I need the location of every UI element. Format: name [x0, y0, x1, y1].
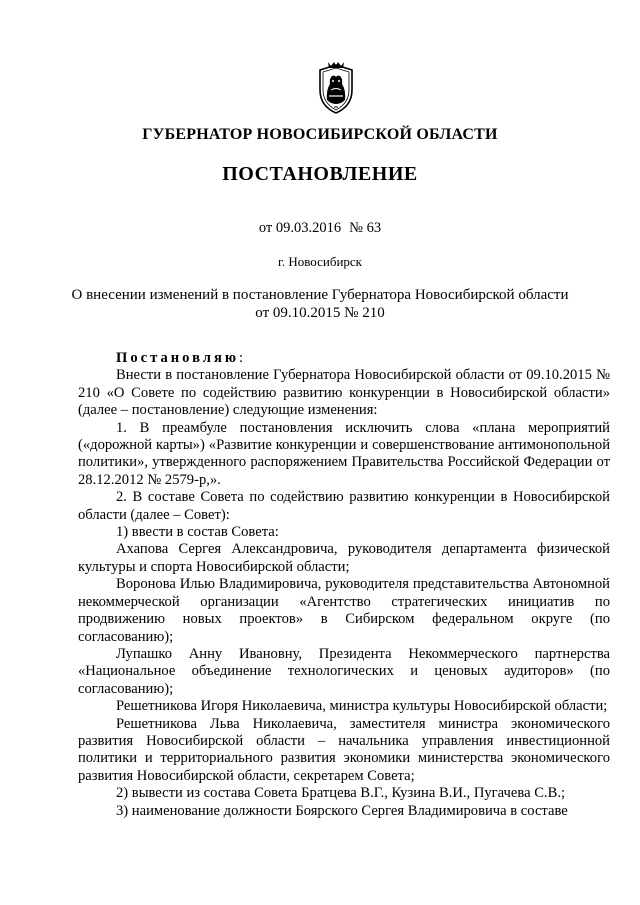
subject-line-1: О внесении изменений в постановление Губернатора Новосибирской области [71, 287, 569, 303]
body-paragraph: 2) вывести из состава Совета Братцева В.Г., Кузина В.И., Пугачева С.В.; [116, 785, 566, 802]
resolve-colon: : [239, 350, 244, 366]
body-paragraph: Внести в постановление Губернатора Новосибирской области от 09.10.2015 № 210 «О Совете по содействию развитию конкуренции в Новосибирской области» (далее – постановление) следующие изменения: [78, 367, 610, 419]
document-type-heading: ПОСТАНОВЛЕНИЕ [222, 163, 418, 185]
document-city: г. Новосибирск [277, 254, 362, 269]
document-number: № 63 [349, 220, 382, 236]
body-paragraph: Решетникова Льва Николаевича, заместителя министра экономического развития Новосибирской области – начальника управления инвестиционной политики и территориального развития экономики министерства экономического развития Новосибирской области, секретарем Совета; [78, 715, 610, 784]
body-paragraph: Воронова Илью Владимировича, руководителя представительства Автономной некоммерческой организации «Агентство стратегических инициатив по продвижению новых проектов» в Сибирском федеральном округе (по согласованию); [78, 576, 610, 645]
body-paragraph: Лупашко Анну Ивановну, Президента Некоммерческого партнерства «Национальное объединение технологических и ценовых аудиторов» (по согласованию); [78, 645, 610, 697]
resolve-word: Постановляю [116, 350, 240, 366]
body-paragraph: 3) наименование должности Боярского Сергея Владимировича в составе [116, 802, 568, 819]
document-body [78, 350, 610, 820]
body-paragraph: 1. В преамбуле постановления исключить слова «плана мероприятий («дорожной карты») «Развитие конкуренции и совершенствование антимонопольной политики», утвержденного распоряжением Правительства Российской Федерации от 28.12.2012 № 2579-р,». [78, 419, 610, 488]
body-paragraph: Решетникова Игоря Николаевича, министра культуры Новосибирской области; [116, 698, 608, 715]
body-paragraph: 1) ввести в состав Совета: [116, 524, 279, 541]
body-paragraph: 2. В составе Совета по содействию развитию конкуренции в Новосибирской области (далее – Совет): [78, 489, 610, 523]
document-date: от 09.03.2016 [258, 220, 342, 236]
subject-line-2: от 09.10.2015 № 210 [255, 305, 385, 321]
body-paragraph: Ахапова Сергея Александровича, руководителя департамента физической культуры и спорта Новосибирской области; [78, 541, 610, 575]
document-date-line [0, 220, 640, 237]
coat-of-arms-icon [314, 60, 358, 116]
resolve-clause [78, 350, 610, 367]
document-subject [0, 286, 640, 322]
authority-heading: ГУБЕРНАТОР НОВОСИБИРСКОЙ ОБЛАСТИ [142, 126, 498, 143]
